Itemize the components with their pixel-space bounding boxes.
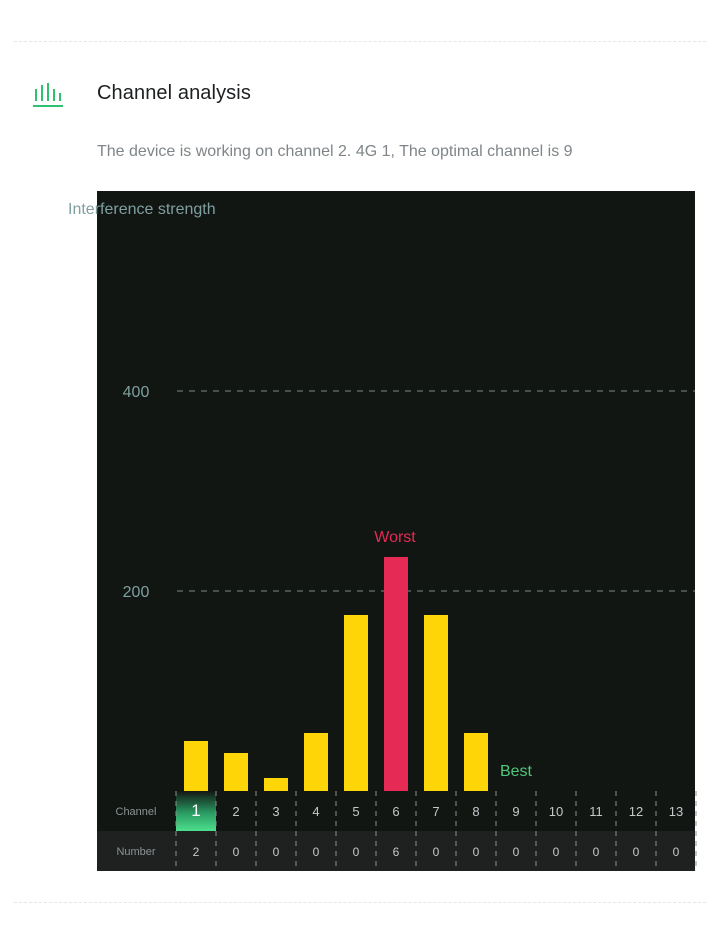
- bar-channel-8: [464, 733, 488, 791]
- x-tick-label-channel-3: 3: [272, 804, 280, 819]
- best-label: Best: [499, 763, 533, 780]
- number-cell-channel-2: 0: [232, 845, 240, 859]
- number-cell-channel-13: 0: [672, 845, 680, 859]
- y-tick-label: 400: [122, 384, 150, 401]
- x-tick-label-channel-10: 10: [548, 804, 564, 819]
- section-description: The device is working on channel 2. 4G 1, The optimal channel is 9: [97, 143, 573, 160]
- worst-label: Worst: [374, 529, 416, 546]
- x-tick-label-channel-7: 7: [432, 804, 440, 819]
- x-tick-label-channel-5: 5: [352, 804, 360, 819]
- channel-chart: [68, 191, 695, 871]
- signal-bars-icon: [32, 79, 64, 109]
- number-cell-channel-4: 0: [312, 845, 320, 859]
- bar-channel-6: [384, 557, 408, 791]
- y-axis-label: Interference strength: [68, 201, 216, 218]
- top-divider: [14, 41, 706, 42]
- y-tick-label: 200: [122, 584, 150, 601]
- bottom-divider: [14, 902, 706, 903]
- x-tick-label-channel-2: 2: [232, 804, 240, 819]
- x-tick-label-channel-9: 9: [512, 804, 520, 819]
- number-cell-channel-12: 0: [632, 845, 640, 859]
- section-title: Channel analysis: [97, 82, 251, 104]
- x-tick-label-channel-11: 11: [589, 804, 603, 819]
- x-tick-label-channel-4: 4: [312, 804, 320, 819]
- number-cell-channel-10: 0: [552, 845, 560, 859]
- bar-channel-5: [344, 615, 368, 791]
- channel-chart-svg: [97, 191, 695, 871]
- bar-channel-1: [184, 741, 208, 791]
- bar-channel-3: [264, 778, 288, 791]
- number-cell-channel-1: 2: [192, 845, 200, 859]
- x-tick-label-channel-8: 8: [472, 804, 480, 819]
- bar-channel-2: [224, 753, 248, 791]
- x-tick-label-channel-1: 1: [191, 801, 201, 820]
- number-cell-channel-9: 0: [512, 845, 520, 859]
- x-tick-label-channel-13: 13: [668, 804, 684, 819]
- number-cell-channel-6: 6: [392, 845, 400, 859]
- number-cell-channel-5: 0: [352, 845, 360, 859]
- bar-channel-4: [304, 733, 328, 791]
- number-cell-channel-7: 0: [432, 845, 440, 859]
- x-tick-label-channel-12: 12: [628, 804, 644, 819]
- number-cell-channel-8: 0: [472, 845, 480, 859]
- number-cell-channel-3: 0: [272, 845, 280, 859]
- bar-channel-7: [424, 615, 448, 791]
- x-tick-label-channel-6: 6: [392, 804, 400, 819]
- number-row-label: Number: [116, 846, 156, 858]
- number-cell-channel-11: 0: [592, 845, 600, 859]
- channel-row-label: Channel: [115, 806, 157, 818]
